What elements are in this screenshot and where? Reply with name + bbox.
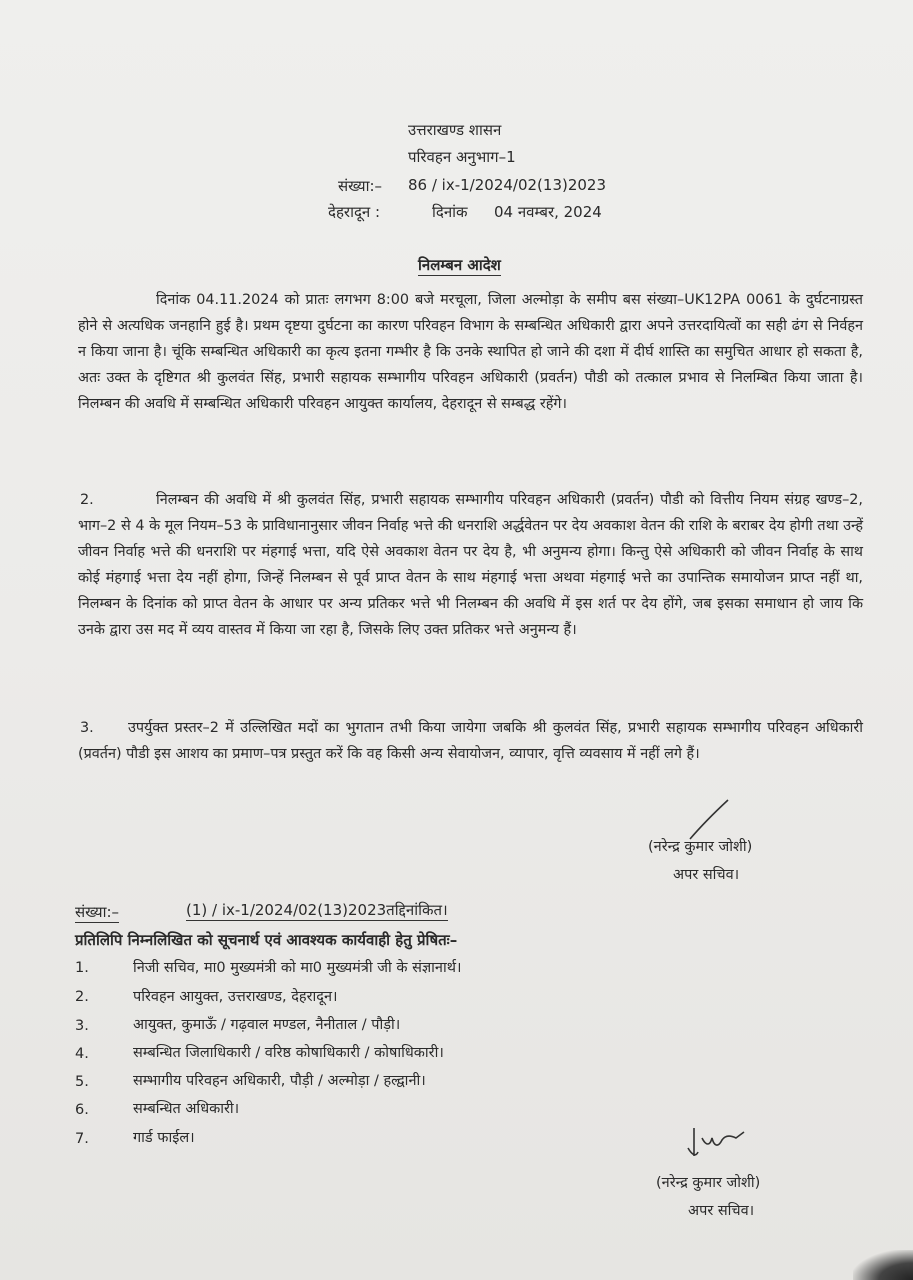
signatory-designation-1: अपर सचिव। [673,867,740,883]
department-heading: परिवहन अनुभाग–1 [408,148,516,166]
place-label: देहरादून : [328,203,381,221]
list-item-number: 6. [75,1102,89,1118]
list-item-number: 4. [75,1046,89,1062]
list-item-number: 1. [75,960,89,976]
list-item-number: 2. [75,989,89,1005]
reference-label: संख्या:– [338,177,383,195]
copy-reference-label: संख्या:– [75,903,120,921]
reference-number: 86 / ix-1/2024/02(13)2023 [408,176,607,194]
order-title: निलम्बन आदेश [418,256,501,274]
paragraph-2: निलम्बन की अवधि में श्री कुलवंत सिंह, प्रभारी सहायक सम्भागीय परिवहन अधिकारी (प्रवर्तन) पौडी को वित्तीय नियम संग्रह खण्ड–2, भाग–2 से 4 के मूल नियम–53 के प्राविधानानुसार जीवन निर्वाह भत्ते की धनराशि अर्द्धवेतन पर देय अवकाश वेतन की राशि के बराबर देय होगी तथा उन्हें जीवन निर्वाह भत्ते की धनराशि पर मंहगाई भत्ता, यदि ऐसे अवकाश वेतन पर देय है, भी अनुमन्य होगा। किन्तु ऐसे अधिकारी को जीवन निर्वाह के साथ कोई मंहगाई भत्ता देय नहीं होगा, जिन्हें निलम्बन से पूर्व प्राप्त वेतन के साथ मंहगाई भत्ता अथवा मंहगाई भत्ते का उपान्तिक समायोजन प्राप्त नहीं था, निलम्बन के दिनांक को प्राप्त वेतन के आधार पर अन्य प्रतिकर भत्ते भी निलम्बन की अवधि में इस शर्त पर देय होंगे, जब इसका समाधान हो जाय कि उनके द्वारा उस मद में व्यय वास्तव में किया जा रहा है, जिसके लिए उक्त प्रतिकर भत्ते अनुमन्य हैं। [78,492,863,638]
list-item-number: 5. [75,1074,89,1090]
list-item-number: 3. [75,1018,89,1034]
copy-intro: प्रतिलिपि निम्नलिखित को सूचनार्थ एवं आवश्यक कार्यवाही हेतु प्रेषितः– [75,931,458,949]
list-item: निजी सचिव, मा0 मुख्यमंत्री को मा0 मुख्यमंत्री जी के संज्ञानार्थ। [133,960,462,976]
list-item: गार्ड फाईल। [133,1130,195,1146]
paragraph-2-number: 2. [80,492,94,508]
signatory-designation-2: अपर सचिव। [688,1203,755,1219]
paragraph-3: उपर्युक्त प्रस्तर–2 में उल्लिखित मदों का भुगतान तभी किया जायेगा जबकि श्री कुलवंत सिंह, प्रभारी सहायक सम्भागीय परिवहन अधिकारी (प्रवर्तन) पौडी इस आशय का प्रमाण–पत्र प्रस्तुत करें कि वह किसी अन्य सेवायोजन, व्यापार, वृत्ति व्यवसाय में नहीं लगे हैं। [78,720,863,762]
list-item: सम्बन्धित अधिकारी। [133,1101,240,1117]
list-item: परिवहन आयुक्त, उत्तराखण्ड, देहरादून। [133,989,338,1005]
copy-reference-number: (1) / ix-1/2024/02(13)2023तद्दिनांकित। [186,901,448,919]
paragraph-3-number: 3. [80,720,94,736]
signatory-name-1: (नरेन्द्र कुमार जोशी) [648,839,753,855]
list-item: सम्बन्धित जिलाधिकारी / वरिष्ठ कोषाधिकारी / कोषाधिकारी। [133,1045,444,1061]
list-item: आयुक्त, कुमाऊँ / गढ़वाल मण्डल, नैनीताल / पौड़ी। [133,1017,401,1033]
date-label: दिनांक [432,203,468,221]
govt-heading: उत्तराखण्ड शासन [408,121,502,139]
list-item-number: 7. [75,1131,89,1147]
list-item: सम्भागीय परिवहन अधिकारी, पौड़ी / अल्मोड़ा / हल्द्वानी। [133,1073,426,1089]
signatory-name-2: (नरेन्द्र कुमार जोशी) [656,1175,761,1191]
signature-mark-2 [684,1122,764,1162]
photo-corner-shadow [853,1250,913,1280]
date-value: 04 नवम्बर, 2024 [494,203,602,221]
paragraph-1: दिनांक 04.11.2024 को प्रातः लगभग 8:00 बजे मरचूला, जिला अल्मोड़ा के समीप बस संख्या–UK12PA 0061 के दुर्घटनाग्रस्त होने से अत्यधिक जनहानि हुई है। प्रथम दृष्टया दुर्घटना का कारण परिवहन विभाग के सम्बन्धित अधिकारी द्वारा अपने उत्तरदायित्वों का सही ढंग से निर्वहन न किया जाना है। चूंकि सम्बन्धित अधिकारी का कृत्य इतना गम्भीर है कि उनके स्थापित हो जाने की दशा में दीर्घ शास्ति का समुचित आधार हो सकता है, अतः उक्त के दृष्टिगत श्री कुलवंत सिंह, प्रभारी सहायक सम्भागीय परिवहन अधिकारी (प्रवर्तन) पौडी को तत्काल प्रभाव से निलम्बित किया जाता है। निलम्बन की अवधि में सम्बन्धित अधिकारी परिवहन आयुक्त कार्यालय, देहरादून से सम्बद्ध रहेंगे। [78,292,863,412]
